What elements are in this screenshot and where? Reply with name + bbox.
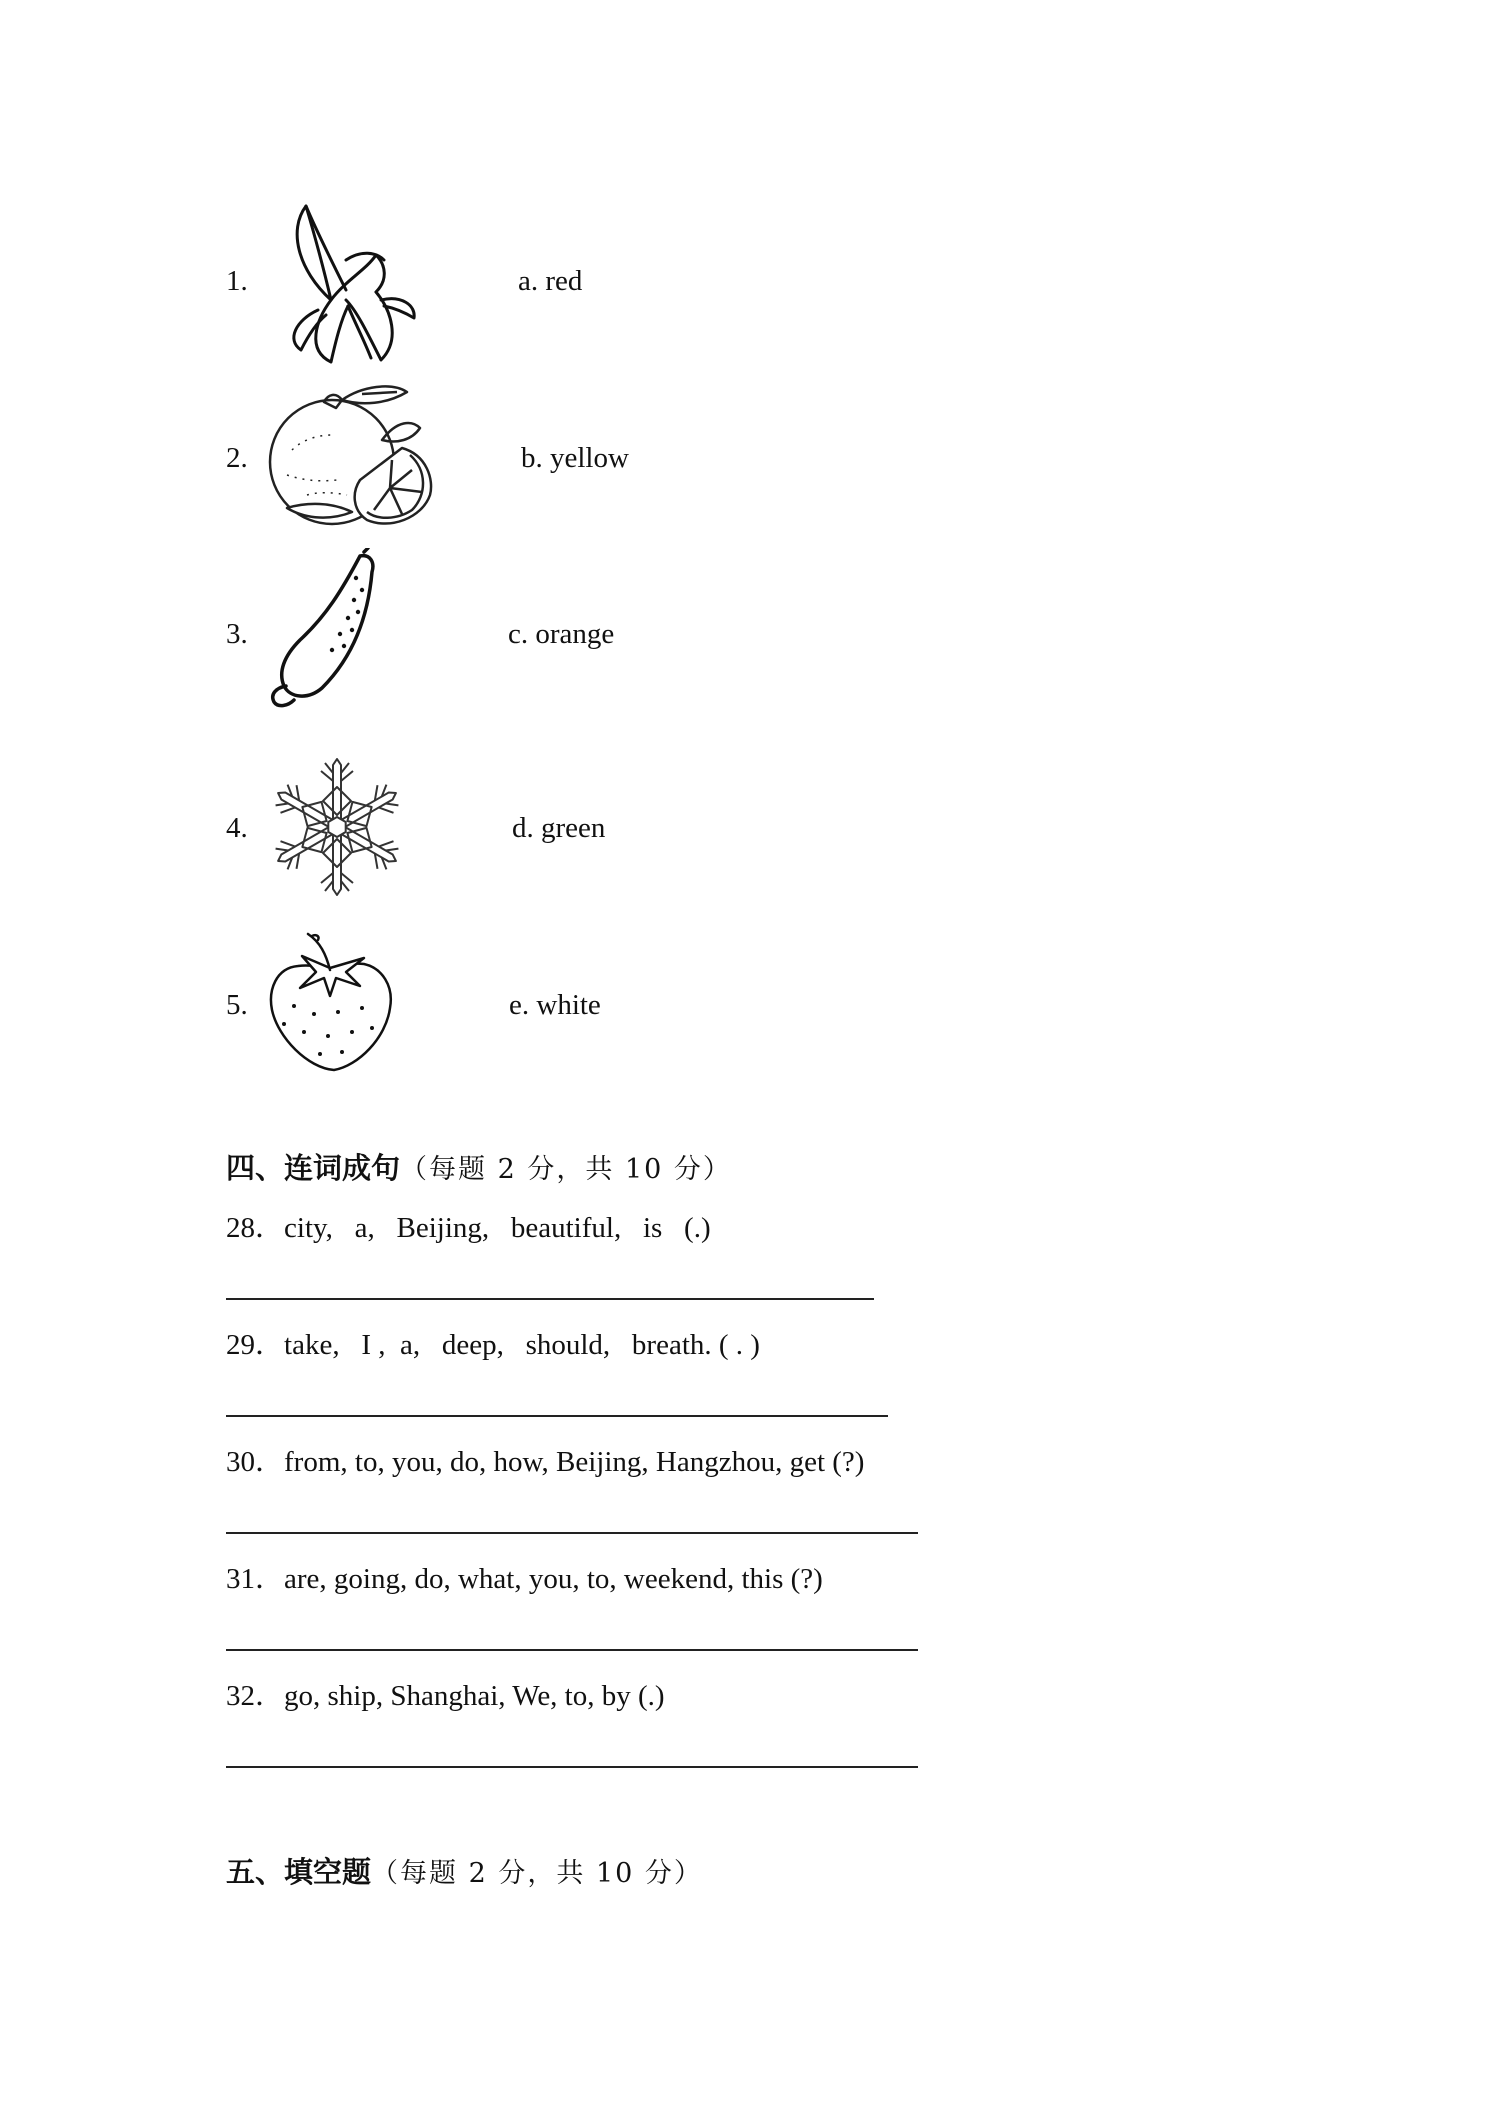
question-28	[226, 1210, 711, 1246]
answer-line[interactable]	[226, 1415, 888, 1417]
option-label: b. yellow	[521, 442, 629, 474]
option-label: a. red	[518, 265, 583, 297]
strawberry-icon	[268, 928, 398, 1073]
section-heading	[226, 1852, 703, 1894]
option-label: d. green	[512, 812, 606, 844]
question-text: are, going, do, what, you, to, weekend, this (?)	[284, 1563, 823, 1595]
question-number: 32．	[226, 1680, 285, 1712]
question-30	[226, 1444, 864, 1480]
item-number: 3.	[226, 618, 248, 650]
answer-line[interactable]	[226, 1649, 918, 1651]
item-number: 4.	[226, 812, 248, 844]
section-title: 四、连词成句	[226, 1151, 401, 1185]
option-label: c. orange	[508, 618, 615, 650]
banana-icon	[276, 200, 426, 370]
option-label: e. white	[509, 989, 601, 1021]
question-number: 28．	[226, 1212, 285, 1244]
question-number: 29．	[226, 1329, 285, 1361]
item-number: 1.	[226, 265, 248, 297]
answer-line[interactable]	[226, 1766, 918, 1768]
question-number: 30．	[226, 1446, 285, 1478]
question-number: 31．	[226, 1563, 285, 1595]
question-text: take, I , a, deep, should, breath. ( . )	[284, 1329, 760, 1361]
question-text: from, to, you, do, how, Beijing, Hangzhou, get (?)	[284, 1446, 865, 1478]
question-29	[226, 1327, 760, 1363]
orange-icon	[262, 380, 437, 530]
section-note: （每题 2 分，共 10 分）	[371, 1858, 703, 1889]
section-heading	[226, 1148, 732, 1190]
section-note: （每题 2 分，共 10 分）	[400, 1154, 732, 1185]
snowflake-icon	[262, 752, 412, 902]
question-text: go, ship, Shanghai, We, to, by (.)	[284, 1680, 665, 1712]
item-number: 2.	[226, 442, 248, 474]
question-text: city, a, Beijing, beautiful, is (.)	[284, 1212, 711, 1244]
question-31	[226, 1561, 823, 1597]
item-number: 5.	[226, 989, 248, 1021]
cucumber-icon	[260, 548, 380, 718]
answer-line[interactable]	[226, 1532, 918, 1534]
question-32	[226, 1678, 665, 1714]
section-title: 五、填空题	[226, 1855, 372, 1889]
answer-line[interactable]	[226, 1298, 874, 1300]
